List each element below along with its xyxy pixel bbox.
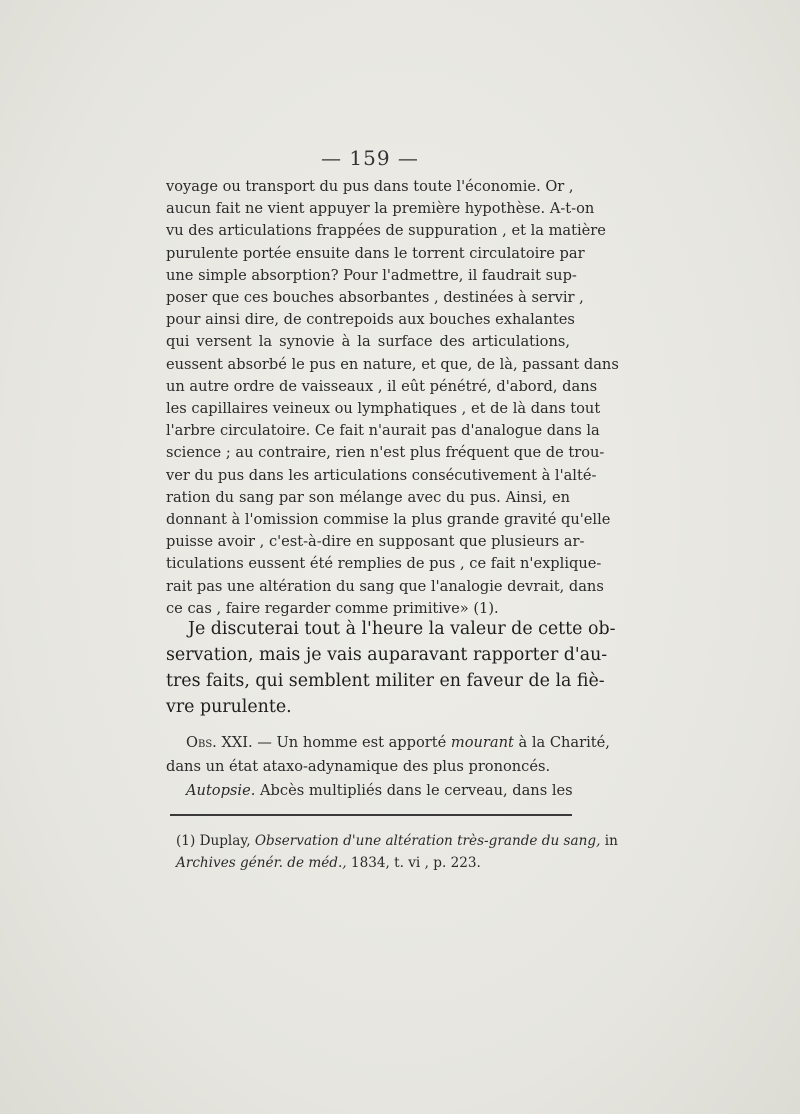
text-line-last: ce cas , faire regarder comme primitive» (1).: [166, 599, 499, 617]
obs-line-2: dans un état ataxo-adynamique des plus prononcés.: [166, 758, 551, 775]
text-line: pour ainsi dire, de contrepoids aux bouches exhalantes: [166, 311, 575, 329]
obs-text: Abcès multipliés dans le cerveau, dans les: [255, 782, 573, 799]
text-line: voyage ou transport du pus dans toute l'économie. Or ,: [166, 178, 574, 195]
text-line: science ; au contraire, rien n'est plus fréquent que de trou-: [166, 444, 605, 462]
text-line: puisse avoir , c'est-à-dire en supposant que plusieurs ar-: [166, 533, 585, 551]
obs-text: à la Charité,: [513, 734, 610, 751]
text-line: poser que ces bouches absorbantes , destinées à servir ,: [166, 289, 584, 307]
footnote-italic: Observation d'une altération très-grande du sang,: [254, 833, 601, 849]
text-line: purulente portée ensuite dans le torrent circulatoire par: [166, 244, 585, 262]
text-line: les capillaires veineux ou lymphatiques , et de là dans tout: [166, 400, 601, 418]
text-line: une simple absorption? Pour l'admettre, il faudrait sup-: [166, 266, 577, 284]
footnote-line-1: [176, 830, 618, 852]
obs-italic: mourant: [450, 734, 514, 751]
footnote-line-2: [176, 852, 576, 874]
footnote-text: 1834, t. vi , p. 223.: [346, 855, 481, 871]
text-line: aucun fait ne vient appuyer la première hypothèse. A-t-on: [166, 200, 595, 218]
footnote: [176, 830, 618, 874]
text-line: eussent absorbé le pus en nature, et que, de là, passant dans: [166, 355, 619, 373]
autopsie-label: Autopsie.: [186, 782, 256, 799]
observation-21: [166, 731, 610, 803]
text-line: rait pas une altération du sang que l'analogie devrait, dans: [166, 577, 604, 595]
footnote-text: (1) Duplay,: [176, 833, 255, 849]
obs-line-3: [166, 779, 573, 803]
obs-label: Obs. XXI.: [186, 734, 253, 751]
text-line: qui versent la synovie à la surface des articulations,: [166, 333, 570, 351]
text-line: ticulations eussent été remplies de pus , ce fait n'explique-: [166, 555, 602, 573]
footnote-text: in: [600, 833, 618, 849]
text-line: donnant à l'omission commise la plus grande gravité qu'elle: [166, 511, 611, 529]
text-line: tres faits, qui semblent militer en faveur de la fiè-: [166, 671, 605, 691]
text-line: servation, mais je vais auparavant rapporter d'au-: [166, 645, 608, 665]
paragraph-2: [166, 616, 616, 720]
obs-text: — Un homme est apporté: [252, 734, 451, 751]
text-line: l'arbre circulatoire. Ce fait n'aurait pas d'analogue dans la: [166, 422, 600, 440]
text-line: un autre ordre de vaisseaux , il eût pénétré, d'abord, dans: [166, 377, 598, 395]
text-line: vu des articulations frappées de suppuration , et la matière: [166, 222, 606, 240]
obs-line-1: [166, 731, 610, 755]
paragraph-1: [166, 176, 619, 620]
text-line: ver du pus dans les articulations consécutivement à l'alté-: [166, 466, 597, 484]
page-number: — 159 —: [321, 146, 419, 170]
text-line-last: vre purulente.: [166, 697, 292, 717]
text-line: ration du sang par son mélange avec du pus. Ainsi, en: [166, 488, 570, 506]
text-line: Je discuterai tout à l'heure la valeur de cette ob-: [188, 619, 616, 639]
footnote-separator: [170, 814, 572, 816]
footnote-italic: Archives génér. de méd.,: [176, 855, 347, 871]
